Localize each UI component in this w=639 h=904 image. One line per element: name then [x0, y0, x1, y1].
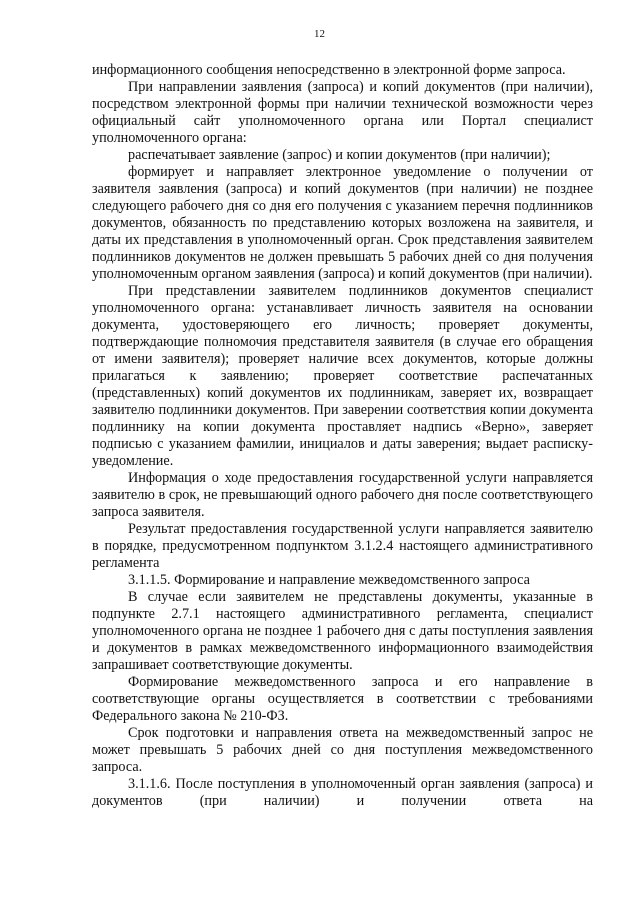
paragraph: информационного сообщения непосредственно в электронной форме запроса. — [92, 62, 566, 78]
body-text — [92, 62, 593, 810]
paragraph: 3.1.1.6. После поступления в уполномоченный орган заявления (запроса) и документов (при наличии) и получении ответа на — [92, 776, 593, 809]
paragraph: распечатывает заявление (запрос) и копии документов (при наличии); — [128, 147, 551, 163]
paragraph: Формирование межведомственного запроса и его направление в соответствующие органы осуществляется в соответствии с требованиями Федерального закона № 210-ФЗ. — [92, 674, 593, 724]
paragraph: Срок подготовки и направления ответа на межведомственный запрос не может превышать 5 рабочих дней со дня поступления межведомственного запроса. — [92, 725, 593, 775]
paragraph: При направлении заявления (запроса) и копий документов (при наличии), посредством электронной формы при наличии технической возможности через официальный сайт уполномоченного органа или Портал специалист уполномоченного органа: — [92, 79, 593, 146]
paragraph: При представлении заявителем подлинников документов специалист уполномоченного органа: устанавливает личность заявителя на основании документа, удостоверяющего его личность; проверяет документы, подтверждающие полномочия представителя заявителя (в случае его обращения от имени заявителя); проверяет наличие всех документов, которые должны прилагаться к заявлению; проверяет соответствие распечатанных (представленных) копий документов их подлинникам, заверяет их, возвращает заявителю подлинники документов. При заверении соответствия копии документа подлиннику на копии документа проставляет надпись «Верно», заверяет подписью с указанием фамилии, инициалов и даты заверения; выдает расписку-уведомление. — [92, 283, 593, 469]
paragraph: Результат предоставления государственной услуги направляется заявителю в порядке, предусмотренном подпунктом 3.1.2.4 настоящего административного регламента — [92, 521, 593, 571]
paragraph: Информация о ходе предоставления государственной услуги направляется заявителю в срок, не превышающий одного рабочего дня после соответствующего запроса заявителя. — [92, 470, 593, 520]
section-heading: 3.1.1.5. Формирование и направление межведомственного запроса — [128, 572, 530, 588]
paragraph: В случае если заявителем не представлены документы, указанные в подпункте 2.7.1 настоящего административного регламента, специалист уполномоченного органа не позднее 1 рабочего дня с даты поступления заявления и документов в рамках межведомственного информационного взаимодействия запрашивает соответствующие документы. — [92, 589, 593, 673]
paragraph: формирует и направляет электронное уведомление о получении от заявителя заявления (запроса) и копий документов (при наличии) не позднее следующего рабочего дня со дня его получения с указанием перечня подлинников документов, обязанность по представлению которых возложена на заявителя, и даты их представления в уполномоченный орган. Срок представления заявителем подлинников документов не должен превышать 5 рабочих дней со дня получения уполномоченным органом заявления (запроса) и копий документов (при наличии). — [92, 164, 593, 282]
page-number: 12 — [314, 28, 325, 40]
